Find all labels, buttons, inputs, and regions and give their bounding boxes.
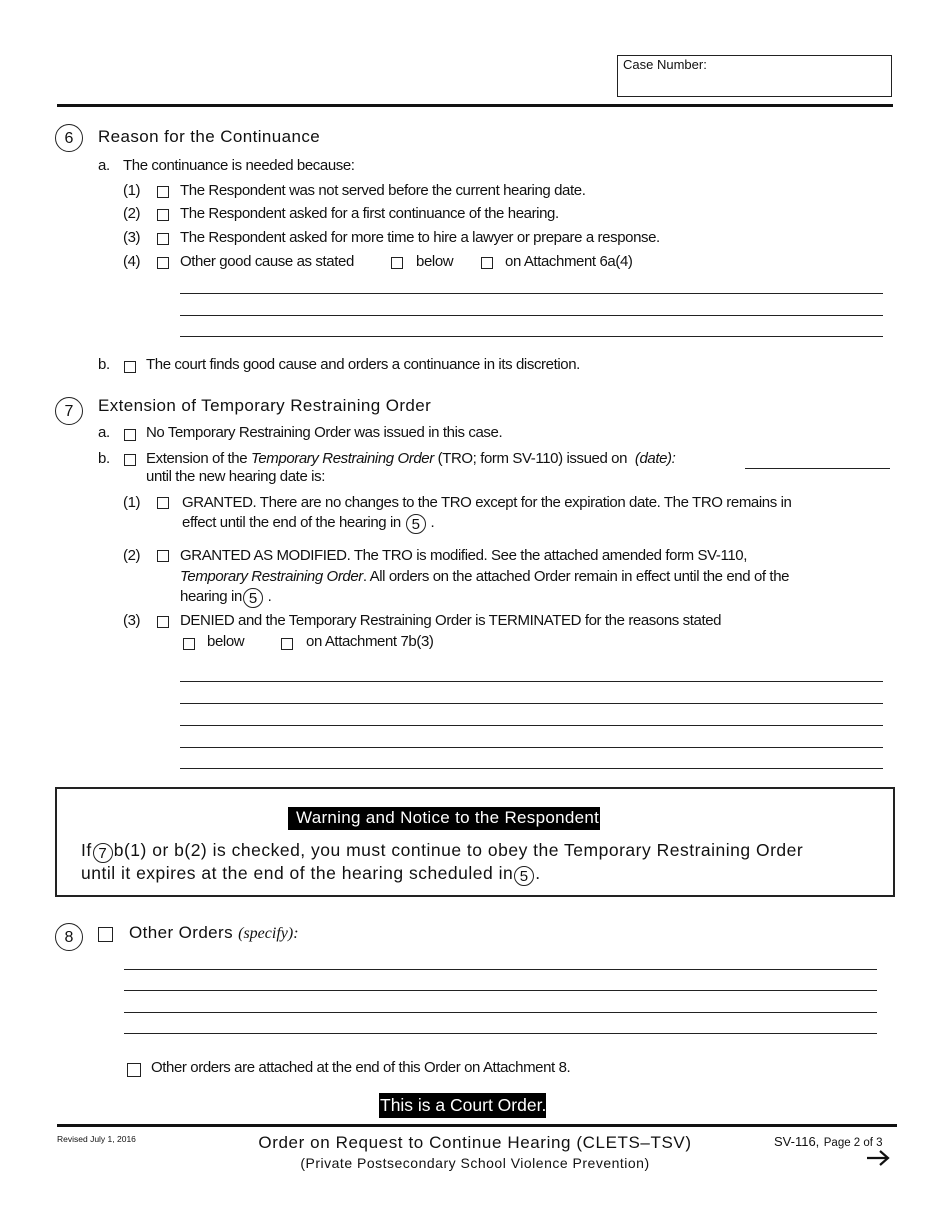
footer-page-number: Page 2 of 3: [823, 1137, 883, 1149]
section-7-title: Extension of Temporary Restraining Order: [98, 396, 432, 415]
item-ref-5: 5: [406, 514, 426, 534]
warning-l1-b: b(1) or b(2) is checked, you must continue to obey the Temporary Restraining Order: [113, 840, 804, 860]
item-7b2-line3: [180, 588, 271, 608]
case-number-box[interactable]: [617, 55, 892, 97]
section-7b-date-label: (date):: [634, 450, 676, 467]
warning-title: Warning and Notice to the Respondent: [288, 807, 600, 830]
item-number-8: 8: [55, 923, 83, 951]
item-7b1-line2: [182, 514, 434, 534]
section-6-title: Reason for the Continuance: [98, 127, 321, 146]
item-7b2-end: .: [267, 588, 272, 605]
answer-line-7b3-5[interactable]: [180, 768, 883, 769]
item-7b3-line1: DENIED and the Temporary Restraining Order is TERMINATED for the reasons stated: [180, 612, 722, 629]
item-ref-5: 5: [514, 866, 534, 886]
checkbox-7b[interactable]: [124, 454, 136, 466]
checkbox-6a4-below[interactable]: [391, 257, 403, 269]
item-7b2-line2: [180, 568, 789, 585]
item-6a1-text: The Respondent was not served before the current hearing date.: [180, 182, 586, 199]
answer-line-7b3-1[interactable]: [180, 681, 883, 682]
date-input-line-7b[interactable]: [745, 468, 890, 469]
warning-text-line1: [81, 840, 803, 863]
item-6a2-number: (2): [123, 205, 141, 222]
checkbox-7b3-below[interactable]: [183, 638, 195, 650]
header-rule: [57, 104, 893, 107]
item-7b3-attachment-label: on Attachment 7b(3): [306, 633, 434, 650]
item-7b2-line2-rest: . All orders on the attached Order remain in effect until the end of the: [362, 568, 790, 585]
item-6a4-below-label: below: [416, 253, 454, 270]
section-7a-letter: a.: [98, 424, 110, 441]
item-7b2-number: (2): [123, 547, 141, 564]
item-6a3-text: The Respondent asked for more time to hire a lawyer or prepare a response.: [180, 229, 660, 246]
warning-l2-end: .: [535, 863, 541, 883]
checkbox-6a2[interactable]: [157, 209, 169, 221]
footer-title: Order on Request to Continue Hearing (CLETS–TSV): [258, 1133, 692, 1152]
section-8-title-row: [129, 923, 299, 943]
item-6a3-number: (3): [123, 229, 141, 246]
item-7b3-below-label: below: [207, 633, 245, 650]
item-7b1-end: .: [430, 514, 435, 531]
section-6a-letter: a.: [98, 157, 110, 174]
answer-line-7b3-4[interactable]: [180, 747, 883, 748]
footer-form-id: SV-116,: [774, 1134, 820, 1149]
item-7b2-line3-text: hearing in: [180, 588, 242, 605]
case-number-label: Case Number:: [623, 57, 707, 72]
section-7b-text: [146, 450, 675, 467]
warning-text-line2: [81, 863, 541, 886]
checkbox-7b3[interactable]: [157, 616, 169, 628]
warning-box: [55, 787, 895, 897]
footer-revised-date: Revised July 1, 2016: [57, 1134, 136, 1144]
checkbox-7b2[interactable]: [157, 550, 169, 562]
item-number-6: 6: [55, 124, 83, 152]
item-7b1-line2-text: effect until the end of the hearing in: [182, 514, 401, 531]
section-6a-text: The continuance is needed because:: [123, 157, 355, 174]
answer-line-6a4-2[interactable]: [180, 315, 883, 316]
section-8-attached-text: Other orders are attached at the end of this Order on Attachment 8.: [151, 1059, 571, 1076]
item-6a4-attachment-label: on Attachment 6a(4): [505, 253, 633, 270]
footer-subtitle: (Private Postsecondary School Violence Prevention): [300, 1155, 650, 1171]
checkbox-6a4[interactable]: [157, 257, 169, 269]
item-6a2-text: The Respondent asked for a first continuance of the hearing.: [180, 205, 559, 222]
item-7b1-line1: GRANTED. There are no changes to the TRO except for the expiration date. The TRO remains in: [182, 494, 792, 511]
warning-l1-a: If: [81, 840, 92, 860]
section-7b-text-italic: Temporary Restraining Order: [250, 450, 434, 467]
section-7a-text: No Temporary Restraining Order was issued in this case.: [146, 424, 503, 441]
section-7b-letter: b.: [98, 450, 110, 467]
section-7b-text-pre: Extension of the: [146, 450, 248, 467]
answer-line-7b3-3[interactable]: [180, 725, 883, 726]
checkbox-6a3[interactable]: [157, 233, 169, 245]
answer-line-8-2[interactable]: [124, 990, 877, 991]
item-7b2-line1: GRANTED AS MODIFIED. The TRO is modified. See the attached amended form SV-110,: [180, 547, 747, 564]
checkbox-8-attached[interactable]: [127, 1063, 141, 1077]
answer-line-7b3-2[interactable]: [180, 703, 883, 704]
checkbox-8[interactable]: [98, 927, 113, 942]
answer-line-8-4[interactable]: [124, 1033, 877, 1034]
item-6a4-text: Other good cause as stated: [180, 253, 354, 270]
checkbox-7a[interactable]: [124, 429, 136, 441]
item-7b3-number: (3): [123, 612, 141, 629]
answer-line-8-3[interactable]: [124, 1012, 877, 1013]
item-7b2-line2-italic: Temporary Restraining Order: [180, 568, 363, 585]
item-6a4-number: (4): [123, 253, 141, 270]
checkbox-7b1[interactable]: [157, 497, 169, 509]
item-6a1-number: (1): [123, 182, 141, 199]
section-6b-letter: b.: [98, 356, 110, 373]
court-order-banner: This is a Court Order.: [379, 1093, 546, 1118]
section-6b-text: The court finds good cause and orders a continuance in its discretion.: [146, 356, 580, 373]
checkbox-6b[interactable]: [124, 361, 136, 373]
item-ref-5: 5: [243, 588, 263, 608]
section-8-title: Other Orders: [129, 923, 233, 942]
item-ref-7: 7: [93, 843, 113, 863]
answer-line-6a4-3[interactable]: [180, 336, 883, 337]
checkbox-6a4-attachment[interactable]: [481, 257, 493, 269]
section-8-specify: (specify):: [238, 925, 299, 942]
section-7b-line2: until the new hearing date is:: [146, 468, 325, 485]
item-number-7: 7: [55, 397, 83, 425]
answer-line-8-1[interactable]: [124, 969, 877, 970]
answer-line-6a4-1[interactable]: [180, 293, 883, 294]
arrow-right-icon[interactable]: [864, 1148, 894, 1168]
footer-rule: [57, 1124, 897, 1127]
item-7b1-number: (1): [123, 494, 141, 511]
checkbox-7b3-attachment[interactable]: [281, 638, 293, 650]
checkbox-6a1[interactable]: [157, 186, 169, 198]
warning-l2-a: until it expires at the end of the hearing scheduled in: [81, 863, 514, 883]
section-7b-text-post: (TRO; form SV-110) issued on: [437, 450, 628, 467]
